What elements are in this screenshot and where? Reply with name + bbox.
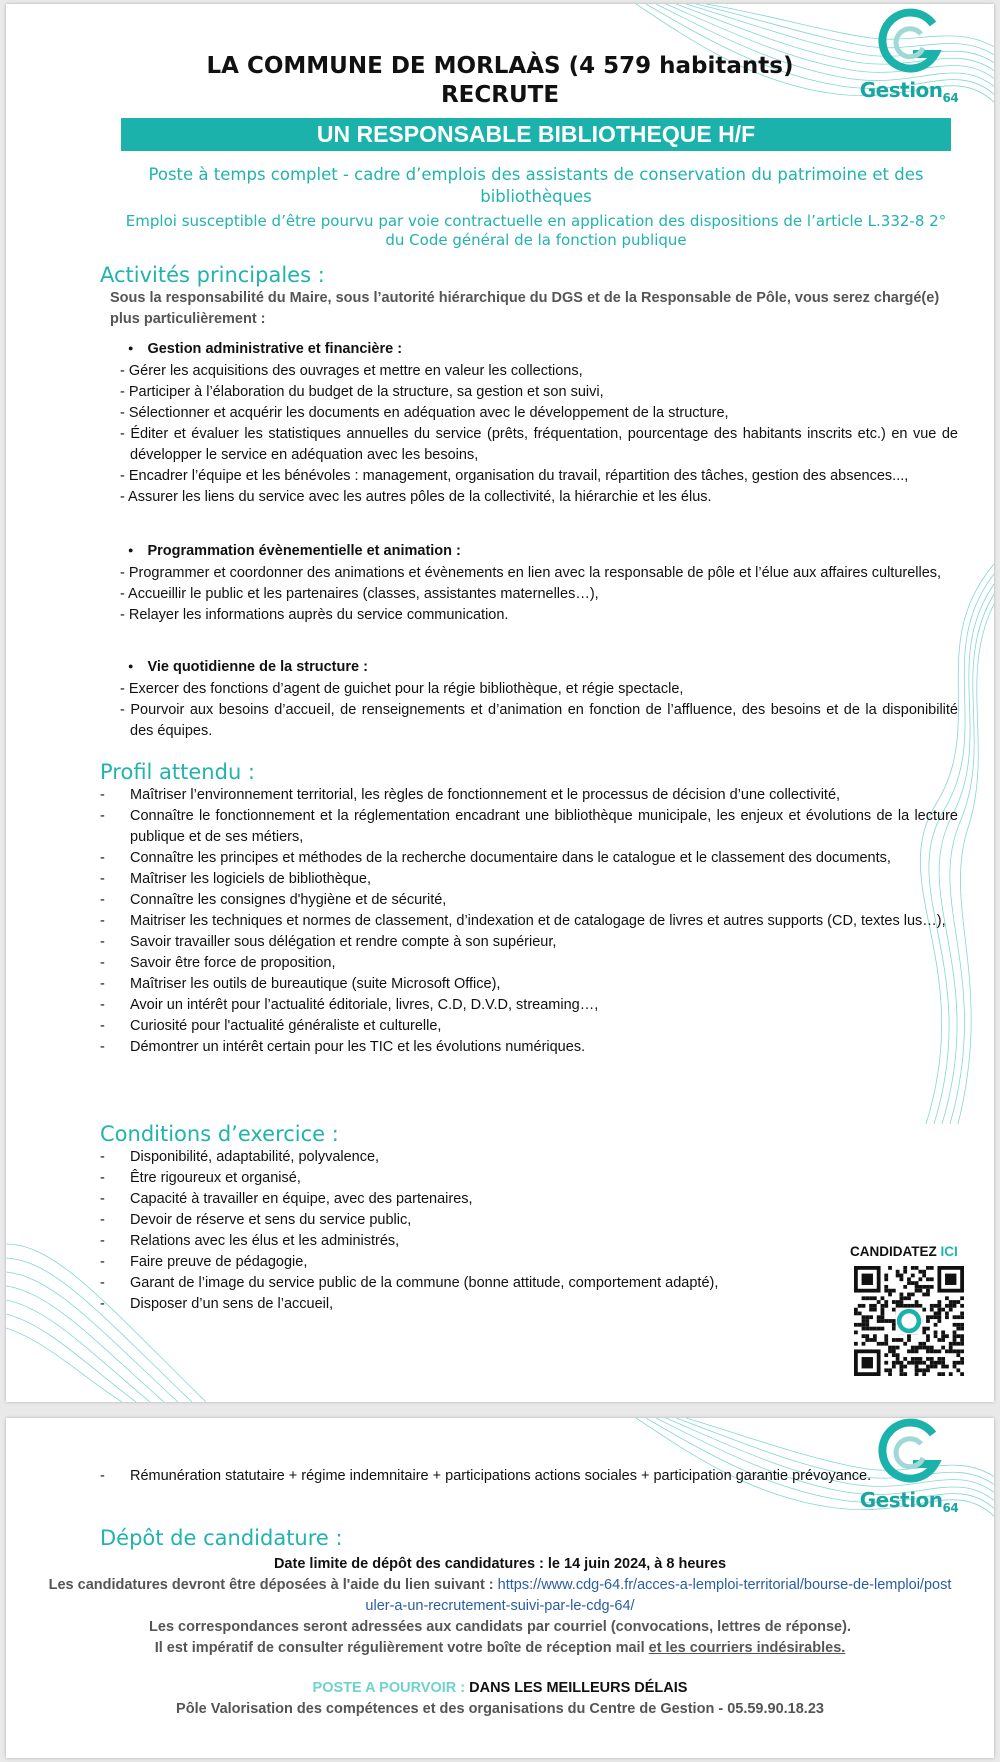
group-list-gestion [120,361,958,508]
title-line-2: RECRUTE [440,82,560,108]
list-item: - Disponibilité, adaptabilité, polyvalence, [100,1147,840,1168]
list-item: - Éditer et évaluer les statistiques annuelles du service (prêts, fréquentation, pourcentage des habitants inscrits etc.) en vue de développer le service en adéquation avec les besoins, [120,426,958,463]
list-item: - Connaître les principes et méthodes de la recherche documentaire dans le catalogue et le classement des documents, [100,848,958,869]
logo-number: 64 [942,91,959,105]
footer-contact: Pôle Valorisation des compétences et des organisations du Centre de Gestion - 05.59.90.18.23 [176,1701,824,1717]
section-heading-activites: Activités principales : [100,263,325,287]
list-item: - Sélectionner et acquérir les documents en adéquation avec le développement de la structure, [120,405,729,421]
list-item: - Faire preuve de pédagogie, [100,1252,840,1273]
title-line-1: LA COMMUNE DE MORLAÀS (4 579 habitants) [206,53,794,79]
list-item: - Participer à l’élaboration du budget de la structure, sa gestion et son suivi, [120,384,604,400]
candidatez-label [850,1244,958,1259]
list-item: - Maitriser les techniques et normes de classement, d’indexation et de catalogage de livres et autres supports (CD, textes lus…), [100,911,958,932]
logo-number: 64 [942,1501,959,1515]
poste-label: POSTE A POURVOIR : [312,1680,470,1696]
candidatez-ici: ICI [940,1244,958,1259]
list-item: - Maîtriser les logiciels de bibliothèque, [100,869,958,890]
list-item: - Savoir être force de proposition, [100,953,958,974]
list-item: - Encadrer l’équipe et les bénévoles : management, organisation du travail, répartition des tâches, gestion des absences..., [120,468,909,484]
depot-link-block [46,1575,954,1617]
list-item: - Pourvoir aux besoins d’accueil, de renseignements et d’animation en fonction de l’affluence, des besoins et de la disponibilité des équipes. [120,702,958,739]
poste-value: DANS LES MEILLEURS DÉLAIS [469,1680,688,1696]
job-title-banner: UN RESPONSABLE BIBLIOTHEQUE H/F [121,118,951,151]
list-item: - Maîtriser les outils de bureautique (suite Microsoft Office), [100,974,958,995]
group-title-vie-quotidienne: ● Vie quotidienne de la structure : [128,659,368,675]
list-item: - Devoir de réserve et sens du service public, [100,1210,840,1231]
list-item: - Exercer des fonctions d’agent de guichet pour la régie bibliothèque, et régie spectacle, [120,681,684,697]
group-title-gestion: ● Gestion administrative et financière : [128,341,402,357]
list-item: - Assurer les liens du service avec les autres pôles de la collectivité, la hiérarchie et les élus. [120,489,712,505]
list-item: - Connaître le fonctionnement et la réglementation encadrant une bibliothèque municipale, les enjeux et évolutions de la lecture publique et de ses métiers, [100,806,958,848]
candidatez-text: CANDIDATEZ [850,1244,937,1259]
page-1 [6,4,994,1402]
list-item: - Démontrer un intérêt certain pour les TIC et les évolutions numériques. [100,1037,958,1058]
list-item: - Savoir travailler sous délégation et rendre compte à son supérieur, [100,932,958,953]
group-title-programmation: ● Programmation évènementielle et animation : [128,543,461,559]
section-heading-depot: Dépôt de candidature : [100,1526,343,1550]
qr-code-icon[interactable] [854,1266,964,1376]
list-item: - Garant de l’image du service public de la commune (bonne attitude, comportement adapté), [100,1273,840,1294]
page-2 [6,1418,994,1758]
conditions-list [100,1147,840,1315]
logo-text: Gestion [859,1488,943,1512]
poste-a-pourvoir [46,1678,954,1699]
imperatif-note [46,1638,954,1659]
logo-text: Gestion [859,78,943,102]
imperatif-underlined: et les courriers indésirables. [648,1640,846,1656]
list-item: - Avoir un intérêt pour l’actualité éditoriale, livres, C.D, D.V.D, streaming…, [100,995,958,1016]
page-title [6,52,994,110]
list-item: - Maîtriser l’environnement territorial, les règles de fonctionnement et le processus de décision d’une collectivité, [100,785,958,806]
conditions-list-continued [100,1466,930,1487]
group-list-programmation [120,563,958,626]
list-item: - Curiosité pour l'actualité généraliste et culturelle, [100,1016,958,1037]
subtitle-legal: Emploi susceptible d’être pourvu par voie contractuelle en application des dispositions de l’article L.332-8 2° du Code général de la fonction publique [125,212,947,249]
list-item: - Connaître les consignes d'hygiène et de sécurité, [100,890,958,911]
section-heading-profil: Profil attendu : [100,760,256,784]
deadline: Date limite de dépôt des candidatures : le 14 juin 2024, à 8 heures [273,1556,727,1572]
list-item: - Relayer les informations auprès du service communication. [120,607,509,623]
list-item: - Relations avec les élus et les administrés, [100,1231,840,1252]
profil-list [100,785,958,1058]
list-item: - Être rigoureux et organisé, [100,1168,840,1189]
group-list-vie-quotidienne [120,679,958,742]
list-item: - Gérer les acquisitions des ouvrages et mettre en valeur les collections, [120,363,583,379]
list-item: - Rémunération statutaire + régime indemnitaire + participations actions sociales + participation garantie prévoyance. [100,1466,930,1487]
depot-link-intro: Les candidatures devront être déposées à l'aide du lien suivant : [48,1577,498,1593]
section-heading-conditions: Conditions d’exercice : [100,1122,339,1146]
subtitle-contract: Poste à temps complet - cadre d’emplois des assistants de conservation du patrimoine et des bibliothèques [148,165,924,206]
correspondance-note: Les correspondances seront adressées aux candidats par courriel (convocations, lettres de réponse). [149,1619,851,1635]
candidature-link[interactable]: https://www.cdg-64.fr/acces-a-lemploi-territorial/bourse-de-lemploi/postuler-a-un-recrutement-suivi-par-le-cdg-64/ [365,1577,952,1614]
list-item: - Accueillir le public et les partenaires (classes, assistantes maternelles…), [120,586,599,602]
activites-intro: Sous la responsabilité du Maire, sous l’autorité hiérarchique du DGS et de la Responsable de Pôle, vous serez chargé(e) plus particulièrement : [110,290,940,327]
list-item: - Disposer d’un sens de l’accueil, [100,1294,840,1315]
list-item: - Programmer et coordonner des animations et évènements en lien avec la responsable de pôle et l’élue aux affaires culturelles, [120,565,942,581]
imperatif-text: Il est impératif de consulter régulièrement votre boîte de réception mail [154,1640,649,1656]
list-item: - Capacité à travailler en équipe, avec des partenaires, [100,1189,840,1210]
